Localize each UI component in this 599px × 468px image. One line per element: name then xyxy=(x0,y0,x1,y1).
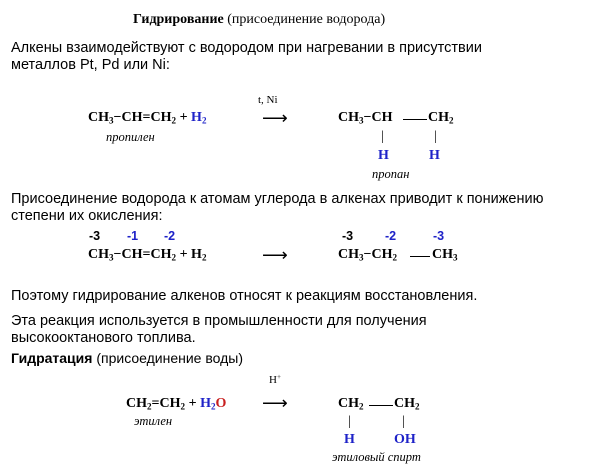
eq3-label-ethanol: этиловый спирт xyxy=(332,450,421,464)
intro-line-1: Алкены взаимодействуют с водородом при нагревании в присутствии xyxy=(11,40,482,56)
eq2-left-sub-2: 2 xyxy=(171,252,177,263)
eq1-h2: H xyxy=(191,110,202,125)
eq3-oh-substituent: OH xyxy=(394,432,416,447)
eq3-right-ch2-a xyxy=(338,396,364,412)
eq1-right-ch2-text: CH xyxy=(428,110,449,125)
eq1-label-propane: пропан xyxy=(372,167,410,181)
eq1-condition: t, Ni xyxy=(258,94,278,106)
industry-line-1: Эта реакция используется в промышленности для получения xyxy=(11,313,427,329)
eq3-o: O xyxy=(215,396,227,411)
ox-right-1: -3 xyxy=(342,229,354,243)
eq3-bar-1: | xyxy=(348,414,351,429)
eq1-right-sub-3: 3 xyxy=(359,115,364,126)
section-title-rest: (присоединение водорода) xyxy=(223,12,386,27)
eq2-right-ch3-end-sub: 3 xyxy=(453,252,458,263)
eq2-bond xyxy=(410,256,430,257)
ox-right-3: -3 xyxy=(433,229,445,243)
eq1-left-sub-2: 2 xyxy=(171,115,177,126)
eq2-right-ch3-end-text: CH xyxy=(432,247,453,262)
eq2-right-sub-3: 3 xyxy=(359,252,364,263)
eq3-right-ch2-b-text: CH xyxy=(394,396,415,411)
eq2-left-ch-ch2: −CH=CH xyxy=(113,247,172,262)
eq3-cond-plus: + xyxy=(276,373,281,382)
eq3-bar-2: | xyxy=(402,414,405,429)
eq2-left xyxy=(88,247,206,263)
eq2-h2-sub: 2 xyxy=(201,252,207,263)
eq3-h-sub: 2 xyxy=(210,401,216,412)
eq1-right-ch3: CH xyxy=(338,110,359,125)
ox-right-2: -2 xyxy=(385,229,397,243)
ox-left-2: -1 xyxy=(127,229,139,243)
eq1-bar-1: | xyxy=(381,129,384,144)
eq3-bond xyxy=(369,405,393,406)
eq2-plus: + xyxy=(176,247,192,262)
ox-left-1: -3 xyxy=(89,229,101,243)
section-title-hydrogenation xyxy=(133,12,385,28)
section-title-hydration xyxy=(11,350,243,366)
industry-line-2: высокооктанового топлива. xyxy=(11,330,196,346)
eq2-left-ch3: CH xyxy=(88,247,109,262)
reduction-text: Поэтому гидрирование алкенов относят к реакциям восстановления. xyxy=(11,288,478,304)
eq1-h-1: H xyxy=(378,148,389,163)
ox-line-2: степени их окисления: xyxy=(11,208,163,224)
eq3-arrow: ⟶ xyxy=(262,393,288,413)
eq2-right-ch2: −CH xyxy=(363,247,393,262)
eq3-left-ch2: CH xyxy=(126,396,147,411)
eq1-left-sub-3: 3 xyxy=(109,115,114,126)
eq2-right xyxy=(338,247,397,263)
eq1-right-ch2 xyxy=(428,110,454,126)
hydration-title-rest: (присоединение воды) xyxy=(92,350,244,366)
eq3-h-substituent: H xyxy=(344,432,355,447)
eq3-left-sub-2a: 2 xyxy=(147,401,152,412)
eq1-bond xyxy=(403,119,427,120)
eq1-right-ch: −CH xyxy=(363,110,393,125)
eq2-h2: H xyxy=(191,247,202,262)
eq3-left-sub-2b: 2 xyxy=(180,401,186,412)
section-title-bold: Гидрирование xyxy=(133,12,224,27)
eq1-bar-2: | xyxy=(434,129,437,144)
eq1-plus: + xyxy=(176,110,192,125)
ox-left-3: -2 xyxy=(164,229,176,243)
eq2-arrow: ⟶ xyxy=(262,245,288,265)
eq2-right-ch3: CH xyxy=(338,247,359,262)
eq3-plus: + xyxy=(185,396,201,411)
eq1-arrow: ⟶ xyxy=(262,108,288,128)
eq1-h-2: H xyxy=(429,148,440,163)
eq3-h: H xyxy=(200,396,211,411)
eq3-cond-h: H xyxy=(269,374,277,386)
eq3-condition xyxy=(269,374,281,386)
ox-line-1: Присоединение водорода к атомам углерода в алкенах приводит к понижению xyxy=(11,191,544,207)
eq3-left xyxy=(126,396,226,412)
eq1-right-ch2-sub: 2 xyxy=(449,115,454,126)
eq1-label-propylene: пропилен xyxy=(106,130,155,144)
hydration-title-bold: Гидратация xyxy=(11,350,93,366)
eq1-left xyxy=(88,110,206,126)
eq3-left-eq-ch2: =CH xyxy=(151,396,181,411)
intro-line-2: металлов Pt, Pd или Ni: xyxy=(11,57,170,73)
eq3-right-ch2-b xyxy=(394,396,420,412)
eq3-right-ch2-a-sub: 2 xyxy=(359,401,364,412)
eq2-right-sub-2: 2 xyxy=(392,252,398,263)
eq2-right-ch3-end xyxy=(432,247,458,263)
eq3-label-ethylene: этилен xyxy=(134,414,173,428)
eq3-right-ch2-b-sub: 2 xyxy=(415,401,420,412)
eq1-left-ch-ch2: −CH=CH xyxy=(113,110,172,125)
eq3-right-ch2-a-text: CH xyxy=(338,396,359,411)
eq1-right xyxy=(338,110,393,126)
eq1-h2-sub: 2 xyxy=(201,115,207,126)
eq1-left-ch3: CH xyxy=(88,110,109,125)
eq2-left-sub-3: 3 xyxy=(109,252,114,263)
